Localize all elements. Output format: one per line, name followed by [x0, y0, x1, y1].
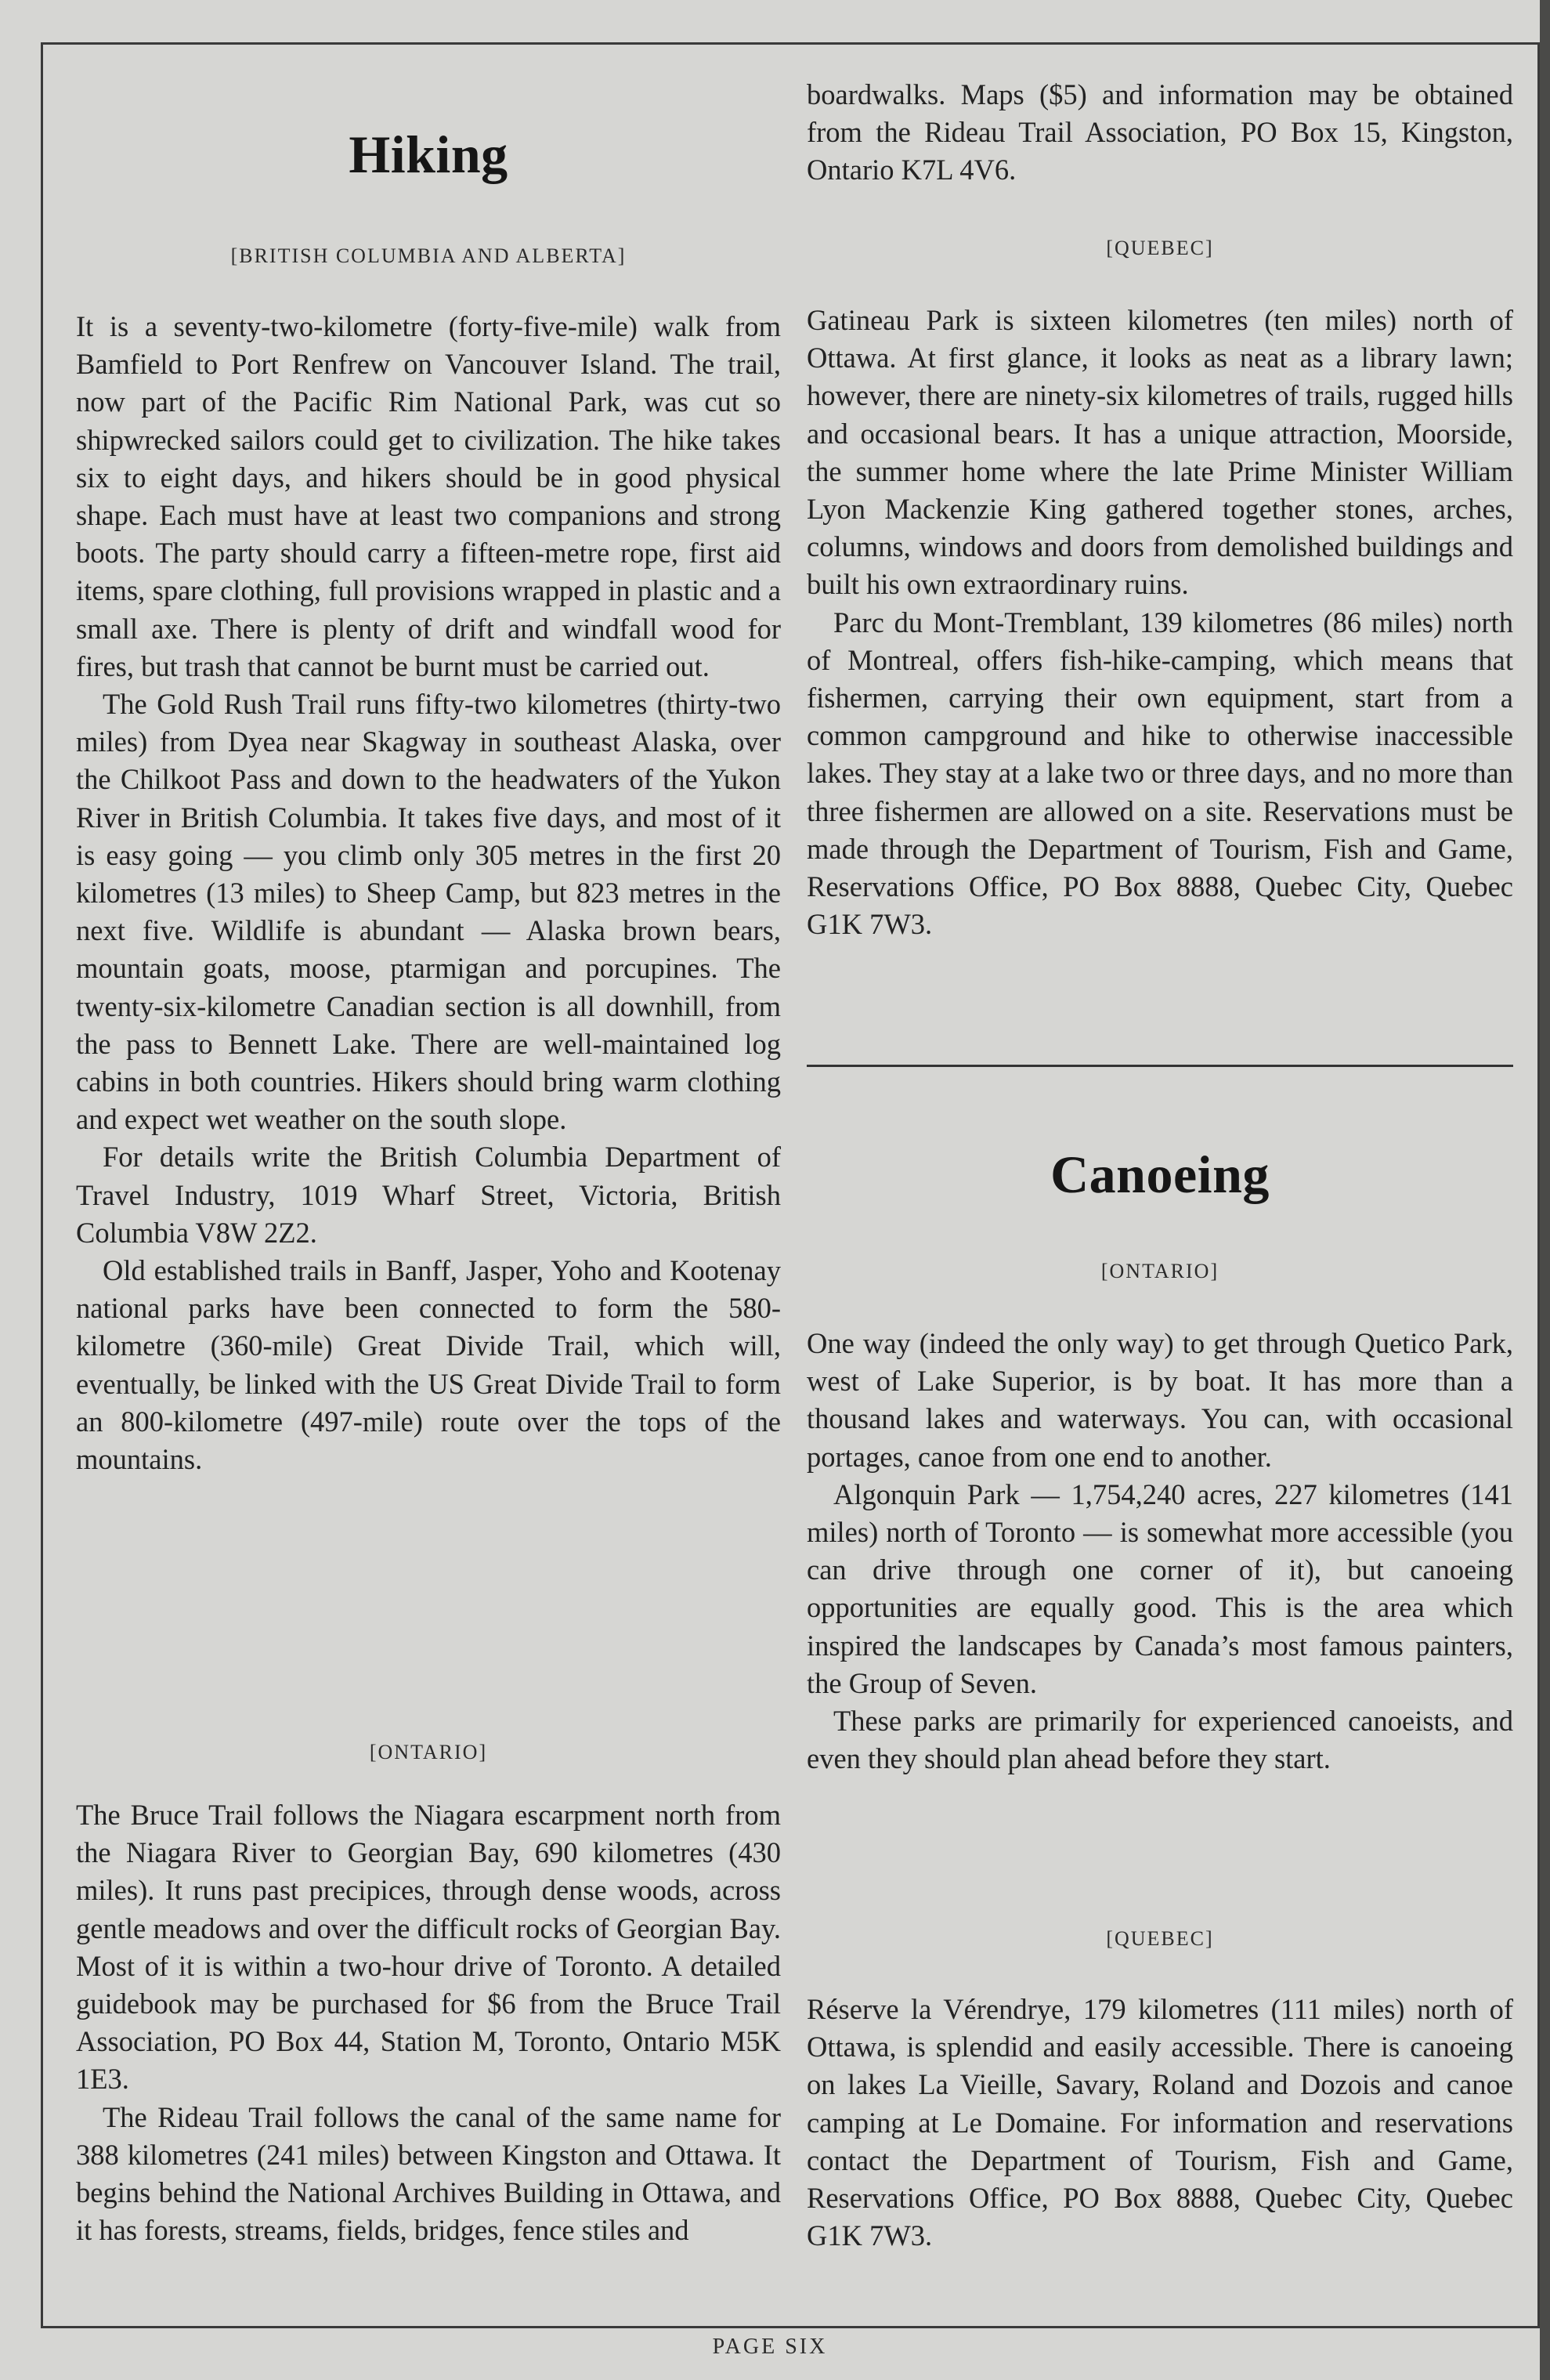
paragraph-mont-tremblant: Parc du Mont-Tremblant, 139 kilometres (86 miles) north of Montreal, offers fish-hike-camping, which means that fishermen, carrying their own equipment, start from a common campground and hike to otherwise inaccessible lakes. They stay at a lake two or three days, and no more than three fishermen are allowed on a site. Reservations must be made through the Department of Tourism, Fish and Game, Reservations Office, PO Box 8888, Quebec City, Quebec G1K 7W3.: [807, 606, 1513, 941]
region-heading-bc-alberta: [BRITISH COLUMBIA AND ALBERTA]: [230, 244, 627, 267]
paragraph-gatineau-park: Gatineau Park is sixteen kilometres (ten miles) north of Ottawa. At first glance, it looks as neat as a library lawn; however, there are ninety-six kilometres of trails, rugged hills and occasional bears. It has a unique attraction, Moorside, the summer home where the late Prime Minister William Lyon Mackenzie King gathered together stones, arches, columns, windows and doors from demolished buildings and built his own extraordinary ruins.: [807, 304, 1513, 601]
rideau-continued-text: [807, 76, 1513, 190]
paragraph-algonquin-park: Algonquin Park — 1,754,240 acres, 227 kilometres (141 miles) north of Toronto — is somewhat more accessible (you can drive through one corner of it), but canoeing opportunities are equally good. This is the area which inspired the landscapes by Canada’s most famous painters, the Group of Seven.: [807, 1478, 1513, 1699]
paragraph-west-coast-trail: It is a seventy-two-kilometre (forty-five-mile) walk from Bamfield to Port Renfrew on Vancouver Island. The trail, now part of the Pacific Rim National Park, was cut so shipwrecked sailors could get to civilization. The hike takes six to eight days, and hikers should be in good physical shape. Each must have at least two companions and strong boots. The party should carry a fifteen-metre rope, first aid items, spare clothing, full provisions wrapped in plastic and a small axe. There is plenty of drift and windfall wood for fires, but trash that cannot be burnt must be carried out.: [76, 310, 781, 682]
ontario-hiking-text: [76, 1796, 781, 2249]
canoeing-title: Canoeing: [1050, 1145, 1270, 1204]
paragraph-gold-rush-trail: The Gold Rush Trail runs fifty-two kilometres (thirty-two miles) from Dyea near Skagway in southeast Alaska, over the Chilkoot Pass and down to the headwaters of the Yukon River in British Columbia. It takes five days, and most of it is easy going — you climb only 305 metres in the first 20 kilometres (13 miles) to Sheep Camp, but 823 metres in the next five. Wildlife is abundant — Alaska brown bears, mountain goats, moose, ptarmigan and porcupines. The twenty-six-kilometre Canadian section is all downhill, from the pass to Bennett Lake. There are well-maintained log cabins in both countries. Hikers should bring warm clothing and expect wet weather on the south slope.: [76, 688, 781, 1136]
paragraph-great-divide-trail: Old established trails in Banff, Jasper, Yoho and Kootenay national parks have been connected to form the 580-kilometre (360-mile) Great Divide Trail, which will, eventually, be linked with the US Great Divide Trail to form an 800-kilometre (497-mile) route over the tops of the mountains.: [76, 1254, 781, 1476]
region-heading-ontario-canoeing: [ONTARIO]: [1100, 1260, 1219, 1282]
paragraph-bruce-trail: The Bruce Trail follows the Niagara escarpment north from the Niagara River to Georgian Bay, 690 kilometres (430 miles). It runs past precipices, through dense woods, across gentle meadows and over the difficult rocks of Georgian Bay. Most of it is within a two-hour drive of Toronto. A detailed guidebook may be purchased for $6 from the Bruce Trail Association, PO Box 44, Station M, Toronto, Ontario M5K 1E3.: [76, 1799, 781, 2096]
section-divider-rule: [807, 1065, 1513, 1067]
bc-section-text: [76, 308, 781, 1478]
quebec-canoeing-text: [807, 1991, 1513, 2255]
paragraph-quetico-park: One way (indeed the only way) to get through Quetico Park, west of Lake Superior, is by boat. It has more than a thousand lakes and waterways. You can, with occasional portages, canoe from one end to another.: [807, 1327, 1513, 1473]
page-frame: [41, 42, 1540, 2328]
paragraph-verendrye: Réserve la Vérendrye, 179 kilometres (111 miles) north of Ottawa, is splendid and easily accessible. There is canoeing on lakes La Vieille, Savary, Roland and Dozois and canoe camping at Le Domaine. For information and reservations contact the Department of Tourism, Fish and Game, Reservations Office, PO Box 8888, Quebec City, Quebec G1K 7W3.: [807, 1993, 1513, 2252]
paragraph-experienced-canoeists: These parks are primarily for experienced canoeists, and even they should plan ahead before they start.: [807, 1705, 1513, 1775]
paragraph-rideau-trail: The Rideau Trail follows the canal of the same name for 388 kilometres (241 miles) between Kingston and Ottawa. It begins behind the National Archives Building in Ottawa, and it has forests, streams, fields, bridges, fence stiles and: [76, 2100, 781, 2247]
region-heading-ontario-hiking: [ONTARIO]: [369, 1741, 488, 1763]
region-heading-quebec-hiking: [QUEBEC]: [1106, 237, 1214, 259]
paragraph-bc-details: For details write the British Columbia Department of Travel Industry, 1019 Wharf Street, Victoria, British Columbia V8W 2Z2.: [76, 1141, 781, 1249]
page-number: PAGE SIX: [712, 2335, 828, 2359]
hiking-title: Hiking: [349, 125, 508, 184]
quebec-hiking-text: [807, 302, 1513, 943]
page-edge-shadow: [1540, 0, 1550, 2380]
paragraph-rideau-continued: boardwalks. Maps ($5) and information may be obtained from the Rideau Trail Association, PO Box 15, Kingston, Ontario K7L 4V6.: [807, 78, 1513, 186]
region-heading-quebec-canoeing: [QUEBEC]: [1106, 1927, 1214, 1950]
ontario-canoeing-text: [807, 1325, 1513, 1778]
